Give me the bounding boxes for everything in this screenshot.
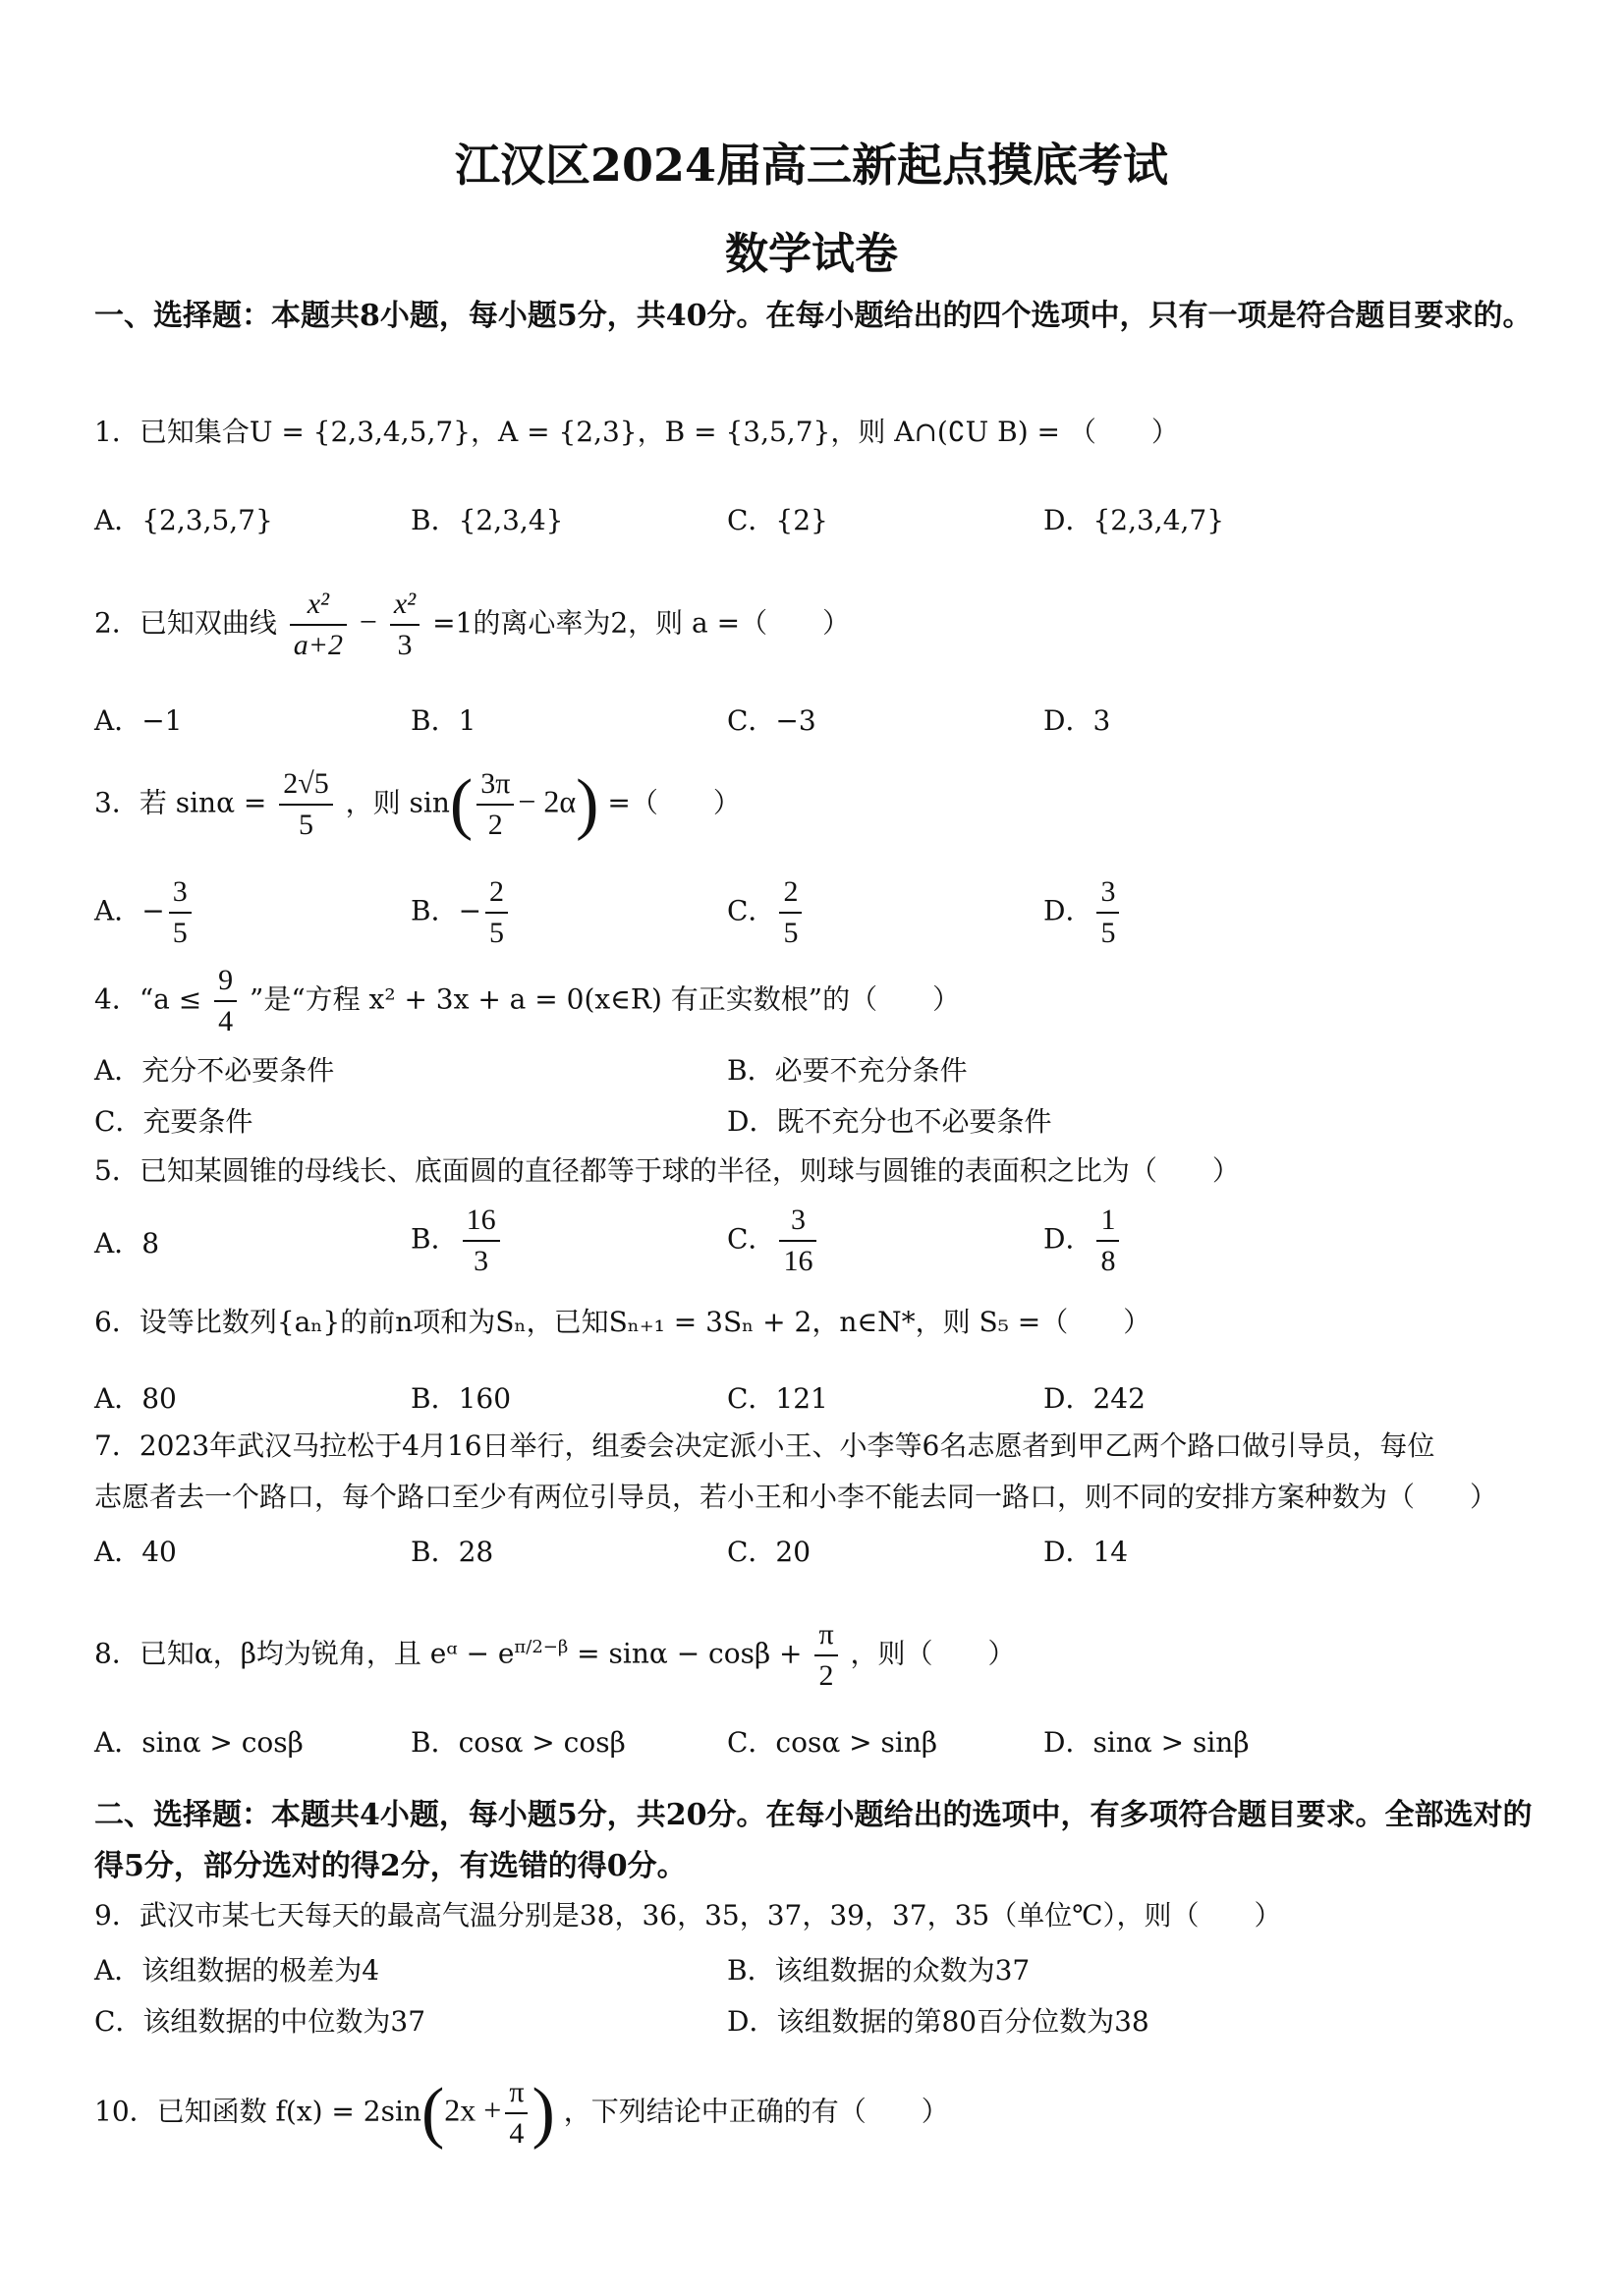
q8-option-a: A．sinα > cosβ [94, 1726, 304, 1759]
q2-option-a: A．−1 [94, 704, 183, 737]
q3-option-b-num: 2 [485, 872, 508, 914]
q4-text-pre: 4．“a ≤ [94, 982, 202, 1016]
question-2-stem [94, 585, 1558, 665]
q7-option-d: D．14 [1043, 1536, 1129, 1568]
question-1-stem: 1．已知集合U = {2,3,4,5,7}，A = {2,3}，B = {3,5,7}，则 A∩(∁U B) = （ ） [94, 416, 1179, 448]
question-4-stem [94, 961, 1558, 1041]
q9-option-c: C．该组数据的中位数为37 [94, 2005, 426, 2038]
q4-option-a: A．充分不必要条件 [94, 1054, 335, 1087]
q2-fraction-2 [390, 585, 420, 665]
q3-option-d-num: 3 [1096, 872, 1119, 914]
q5-option-d-label: D． [1043, 1222, 1093, 1256]
q2-text-post: =1的离心率为2，则 a =（ ） [432, 606, 851, 640]
q2-frac1-numerator: x² [290, 585, 347, 626]
q5-option-a: A．8 [94, 1227, 160, 1260]
q3-option-b-den: 5 [489, 917, 505, 949]
q4-option-d: D．既不充分也不必要条件 [727, 1105, 1052, 1138]
q8-fraction [814, 1615, 837, 1696]
q3-right-paren: ) [576, 766, 599, 842]
q2-fraction-1 [290, 585, 347, 665]
q8-exponent: π/2−β [514, 1637, 569, 1658]
q7-option-a: A．40 [94, 1536, 177, 1568]
q2-frac2-numerator: x² [390, 585, 420, 626]
q5-option-d-num: 1 [1096, 1201, 1119, 1242]
q3-option-b-label: B．− [411, 894, 482, 927]
section-1-heading: 一、选择题：本题共8小题，每小题5分，共40分。在每小题给出的四个选项中，只有一项是符合题目要求的。 [94, 299, 1533, 333]
q5-option-d [1043, 1201, 1123, 1281]
q5-option-b [411, 1201, 504, 1281]
q3-option-c [727, 872, 806, 953]
q2-option-d: D．3 [1043, 704, 1111, 737]
q5-option-b-label: B． [411, 1222, 459, 1256]
q5-option-c-num: 3 [779, 1201, 816, 1242]
q3-frac-denominator: 5 [298, 809, 313, 841]
q8-option-b: B．cosα > cosβ [411, 1726, 626, 1759]
q9-option-d: D．该组数据的第80百分位数为38 [727, 2005, 1149, 2038]
q5-option-c [727, 1201, 820, 1281]
q3-option-c-den: 5 [783, 917, 799, 949]
q8-frac-denominator: 2 [818, 1659, 834, 1692]
section-2-heading: 二、选择题：本题共4小题，每小题5分，共20分。在每小题给出的选项中，有多项符合题目要求。全部选对的得5分，部分选对的得2分，有选错的得0分。 [94, 1798, 1533, 1883]
q3-left-paren: ( [449, 766, 474, 842]
q2-frac2-denominator: 3 [397, 629, 413, 661]
question-9-stem: 9．武汉市某七天每天的最高气温分别是38，36，35，37，39，37，35（单位℃），则（ ） [94, 1899, 1282, 1932]
q2-minus: − [359, 603, 377, 640]
q7-option-b: B．28 [411, 1536, 494, 1568]
q3-option-a-label: A．− [94, 894, 165, 927]
q8-text-post: ，则（ ） [850, 1637, 1016, 1670]
question-5-stem: 5．已知某圆锥的母线长、底面圆的直径都等于球的半径，则球与圆锥的表面积之比为（ ） [94, 1154, 1240, 1187]
q5-option-b-num: 16 [463, 1201, 500, 1242]
q3-option-d-den: 5 [1100, 917, 1116, 949]
question-8-stem [94, 1615, 1558, 1696]
q3-option-d [1043, 872, 1123, 953]
q10-right-paren: ) [532, 2075, 555, 2151]
question-7-line-2: 志愿者去一个路口，每个路口至少有两位引导员，若小王和小李不能去同一路口，则不同的安排方案种数为（ ） [94, 1481, 1498, 1513]
q2-text-pre: 2．已知双曲线 [94, 606, 277, 640]
q8-option-c: C．cosα > sinβ [727, 1726, 938, 1759]
q5-option-c-den: 16 [783, 1245, 813, 1277]
q6-option-a: A．80 [94, 1382, 177, 1415]
q4-text-post: ”是“方程 x² + 3x + a = 0(x∈R) 有正实数根”的（ ） [250, 982, 961, 1016]
q10-fraction [505, 2073, 528, 2154]
q2-option-b: B．1 [411, 704, 476, 737]
q4-option-c: C．充要条件 [94, 1105, 253, 1138]
exam-subtitle: 数学试卷 [725, 229, 898, 279]
q3-option-c-num: 2 [779, 872, 802, 914]
q5-option-b-den: 3 [474, 1245, 489, 1277]
q3-fraction [279, 764, 332, 845]
question-7-line-1: 7．2023年武汉马拉松于4月16日举行，组委会决定派小王、小李等6名志愿者到甲乙两个路口做引导员，每位 [94, 1429, 1435, 1462]
q8-frac-numerator: π [814, 1615, 837, 1656]
q3-option-a-den: 5 [172, 917, 188, 949]
q8-text-mid: = sinα − cosβ + [577, 1637, 803, 1670]
q3-inner-fraction [476, 764, 514, 845]
q9-option-b: B．该组数据的众数为37 [727, 1954, 1031, 1987]
q10-inner-pre: 2x + [444, 2092, 502, 2128]
q10-frac-numerator: π [505, 2073, 528, 2114]
q1-option-c: C．{2} [727, 504, 828, 536]
q3-option-b [411, 872, 512, 953]
q4-frac-denominator: 4 [218, 1005, 234, 1037]
q3-text-pre: 3．若 sinα = [94, 786, 267, 819]
q5-option-d-den: 8 [1100, 1245, 1116, 1277]
exam-title: 江汉区2024届高三新起点摸底考试 [454, 139, 1169, 192]
question-6-stem: 6．设等比数列{aₙ}的前n项和为Sₙ，已知Sₙ₊₁ = 3Sₙ + 2，n∈N*，则 S₅ =（ ） [94, 1306, 1151, 1338]
q10-text-pre: 10．已知函数 f(x) = 2sin [94, 2095, 421, 2128]
q2-option-c: C．−3 [727, 704, 816, 737]
q10-text-post: ，下列结论中正确的有（ ） [563, 2095, 949, 2128]
q4-fraction [214, 961, 237, 1041]
q10-frac-denominator: 4 [509, 2117, 525, 2150]
q3-inner-numerator: 3π [476, 764, 514, 806]
q8-text-pre: 8．已知α，β均为锐角，且 eᵅ − e [94, 1637, 515, 1670]
q6-option-d: D．242 [1043, 1382, 1146, 1415]
question-10-stem [94, 2073, 1558, 2154]
q10-left-paren: ( [420, 2075, 445, 2151]
q3-option-a [94, 872, 196, 953]
q3-frac-numerator: 2√5 [279, 764, 332, 806]
q1-option-a: A．{2,3,5,7} [94, 504, 273, 536]
q3-inner-denominator: 2 [487, 809, 503, 841]
q5-option-c-label: C． [727, 1222, 776, 1256]
q8-option-d: D．sinα > sinβ [1043, 1726, 1250, 1759]
q2-frac1-denominator: a+2 [293, 629, 343, 661]
q3-text-post: =（ ） [607, 786, 741, 819]
q1-option-b: B．{2,3,4} [411, 504, 564, 536]
q6-option-b: B．160 [411, 1382, 512, 1415]
q6-option-c: C．121 [727, 1382, 828, 1415]
q3-option-c-label: C． [727, 894, 776, 927]
q3-text-mid: ，则 sin [345, 786, 450, 819]
q3-option-a-num: 3 [169, 872, 192, 914]
q3-inner-post: − 2α [518, 783, 577, 819]
question-3-stem [94, 764, 1558, 845]
q9-option-a: A．该组数据的极差为4 [94, 1954, 380, 1987]
q4-option-b: B．必要不充分条件 [727, 1054, 968, 1087]
q1-option-d: D．{2,3,4,7} [1043, 504, 1225, 536]
q4-frac-numerator: 9 [214, 961, 237, 1002]
q3-option-d-label: D． [1043, 894, 1093, 927]
q7-option-c: C．20 [727, 1536, 812, 1568]
